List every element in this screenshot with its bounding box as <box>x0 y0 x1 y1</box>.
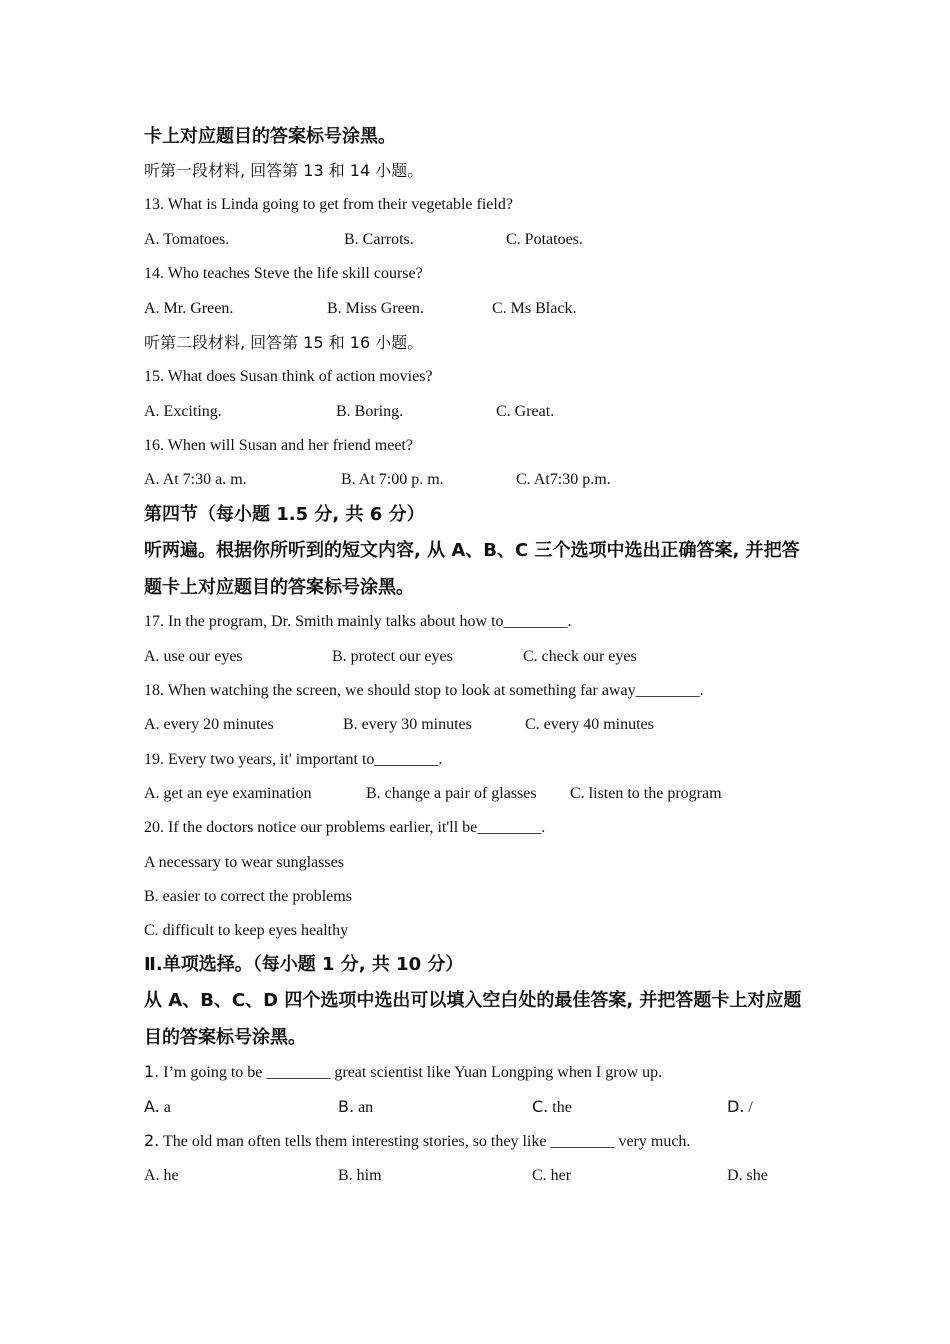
q18-option-b: B. every 30 minutes <box>343 716 472 733</box>
p2-option-c: C. her <box>532 1167 572 1184</box>
p1-option-a-label: A. <box>144 1097 160 1116</box>
p1-option-c-label: C. <box>532 1097 549 1116</box>
q13-option-c: C. Potatoes. <box>506 231 583 248</box>
q17-option-c: C. check our eyes <box>523 648 637 665</box>
p1-option-d-label: D. <box>727 1097 745 1116</box>
q20-option-b: B. easier to correct the problems <box>144 888 352 905</box>
part-2-instruction-line-1: 从 A、B、C、D 四个选项中选出可以填入空白处的最佳答案, 并把答题卡上对应题 <box>144 990 802 1011</box>
q20-option-c: C. difficult to keep eyes healthy <box>144 922 349 939</box>
p1-option-c-value: the <box>548 1099 572 1116</box>
q16-option-c: C. At7:30 p.m. <box>516 471 611 488</box>
question-2-text: The old man often tells them interesting stories, so they like ________ very much. <box>159 1133 691 1150</box>
question-16: 16. When will Susan and her friend meet? <box>144 437 413 454</box>
q14-option-b: B. Miss Green. <box>327 300 424 317</box>
q19-option-c: C. listen to the program <box>570 785 722 802</box>
q18-option-a: A. every 20 minutes <box>144 716 274 733</box>
p2-option-d: D. she <box>727 1167 768 1184</box>
p1-option-d-value: / <box>744 1099 753 1116</box>
p2-option-a: A. he <box>144 1167 179 1184</box>
q15-option-c: C. Great. <box>496 403 555 420</box>
question-15: 15. What does Susan think of action movies? <box>144 368 433 385</box>
question-14: 14. Who teaches Steve the life skill course? <box>144 265 423 282</box>
question-1-number: 1. <box>144 1062 160 1081</box>
question-1-text: I’m going to be ________ great scientist like Yuan Longping when I grow up. <box>159 1064 663 1081</box>
q16-option-b: B. At 7:00 p. m. <box>341 471 444 488</box>
q15-option-a: A. Exciting. <box>144 403 222 420</box>
q17-option-b: B. protect our eyes <box>332 648 453 665</box>
q19-option-b: B. change a pair of glasses <box>366 785 537 802</box>
p1-option-b-label: B. <box>338 1097 355 1116</box>
q20-option-a: A necessary to wear sunglasses <box>144 854 344 871</box>
q15-option-b: B. Boring. <box>336 403 404 420</box>
part-2-heading: Ⅱ.单项选择。（每小题 1 分, 共 10 分） <box>144 954 464 975</box>
p2-option-b: B. him <box>338 1167 382 1184</box>
p1-option-c <box>532 1097 572 1118</box>
section-instruction-2: 听第二段材料, 回答第 15 和 16 小题。 <box>144 333 424 352</box>
q16-option-a: A. At 7:30 a. m. <box>144 471 247 488</box>
p1-option-a-value: a <box>159 1099 171 1116</box>
q13-option-b: B. Carrots. <box>344 231 414 248</box>
section-instruction-1: 听第一段材料, 回答第 13 和 14 小题。 <box>144 161 424 180</box>
p1-option-a <box>144 1097 171 1118</box>
q14-option-a: A. Mr. Green. <box>144 300 234 317</box>
question-17: 17. In the program, Dr. Smith mainly talks about how to________. <box>144 613 572 630</box>
q17-option-a: A. use our eyes <box>144 648 243 665</box>
p1-option-b <box>338 1097 373 1118</box>
question-18: 18. When watching the screen, we should stop to look at something far away________. <box>144 682 704 699</box>
q13-option-a: A. Tomatoes. <box>144 231 230 248</box>
q14-option-c: C. Ms Black. <box>492 300 577 317</box>
question-2-number: 2. <box>144 1131 160 1150</box>
section-4-instruction-line-2: 题卡上对应题目的答案标号涂黑。 <box>144 577 414 598</box>
question-2 <box>144 1131 690 1152</box>
q18-option-c: C. every 40 minutes <box>525 716 654 733</box>
question-13: 13. What is Linda going to get from their vegetable field? <box>144 196 513 213</box>
part-2-instruction-line-2: 目的答案标号涂黑。 <box>144 1027 306 1048</box>
instruction-continued: 卡上对应题目的答案标号涂黑。 <box>144 126 396 147</box>
section-4-heading: 第四节（每小题 1.5 分, 共 6 分） <box>144 504 425 525</box>
p1-option-b-value: an <box>354 1099 374 1116</box>
question-20: 20. If the doctors notice our problems earlier, it'll be________. <box>144 819 546 836</box>
question-19: 19. Every two years, it' important to________. <box>144 751 443 768</box>
question-1 <box>144 1062 662 1083</box>
section-4-instruction-line-1: 听两遍。根据你所听到的短文内容, 从 A、B、C 三个选项中选出正确答案, 并把答 <box>144 540 800 561</box>
p1-option-d <box>727 1097 753 1118</box>
q19-option-a: A. get an eye examination <box>144 785 312 802</box>
